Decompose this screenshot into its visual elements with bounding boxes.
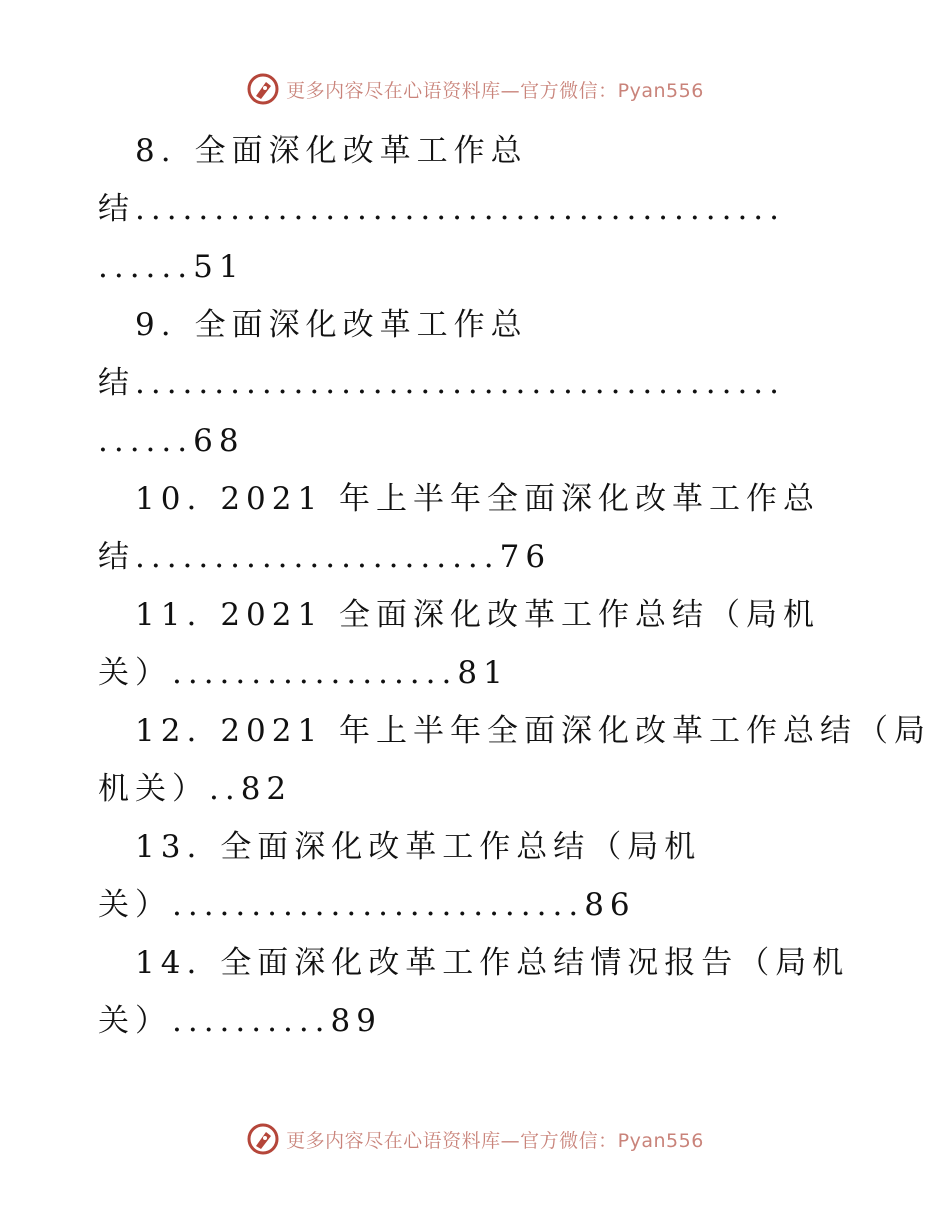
banner-text: 更多内容尽在心语资料库—官方微信：Pyan556 [286,1129,704,1152]
toc-entry-leader: 机关）..82 [98,771,293,807]
toc-entry-title-line [98,702,932,760]
toc-entry-title: 2021 全面深化改革工作总结（局机 [220,597,821,633]
pen-nib-circle-icon [246,72,280,106]
footer-banner [0,1122,950,1156]
toc-entry-title-line [98,818,858,876]
toc-entry-leader: 关）..................81 [98,655,509,691]
toc-entry-number: 13. [135,829,203,865]
toc-entry-number: 8. [135,133,177,169]
toc-entry-leader: 结......................................... [98,191,786,227]
toc-entry-title: 全面深化改革工作总结（局机 [220,829,702,865]
toc-entry-title-line [98,934,858,992]
toc-entry-number: 11. [135,597,203,633]
toc-entry-leader: 关）..........................86 [98,887,636,923]
toc-entry-12[interactable] [98,702,932,818]
toc-entry-title-line [98,470,858,528]
toc-entry-13[interactable] [98,818,858,934]
toc-entry-14[interactable] [98,934,858,1050]
table-of-contents [98,122,932,1050]
toc-entry-title: 全面深化改革工作总 [194,307,528,343]
toc-entry-8[interactable] [98,122,858,296]
toc-entry-title: 2021 年上半年全面深化改革工作总 [220,481,821,517]
banner-text: 更多内容尽在心语资料库—官方微信：Pyan556 [286,79,704,102]
toc-entry-leader: 关）..........89 [98,1003,382,1039]
toc-entry-title: 2021 年上半年全面深化改革工作总结（局 [220,713,932,749]
toc-entry-number: 10. [135,481,203,517]
toc-entry-title-line [98,296,858,354]
toc-entry-10[interactable] [98,470,858,586]
toc-entry-11[interactable] [98,586,858,702]
toc-entry-title-line [98,122,858,180]
toc-entry-number: 12. [135,713,203,749]
toc-entry-page: ......51 [98,249,245,285]
toc-entry-leader: 结.......................76 [98,539,552,575]
pen-nib-circle-icon [246,1122,280,1156]
toc-entry-title: 全面深化改革工作总结情况报告（局机 [220,945,850,981]
toc-entry-title: 全面深化改革工作总 [194,133,528,169]
toc-entry-page: ......68 [98,423,245,459]
toc-entry-title-line [98,586,858,644]
header-banner [0,72,950,106]
toc-entry-number: 14. [135,945,203,981]
toc-entry-number: 9. [135,307,177,343]
toc-entry-9[interactable] [98,296,858,470]
toc-entry-leader: 结......................................... [98,365,786,401]
